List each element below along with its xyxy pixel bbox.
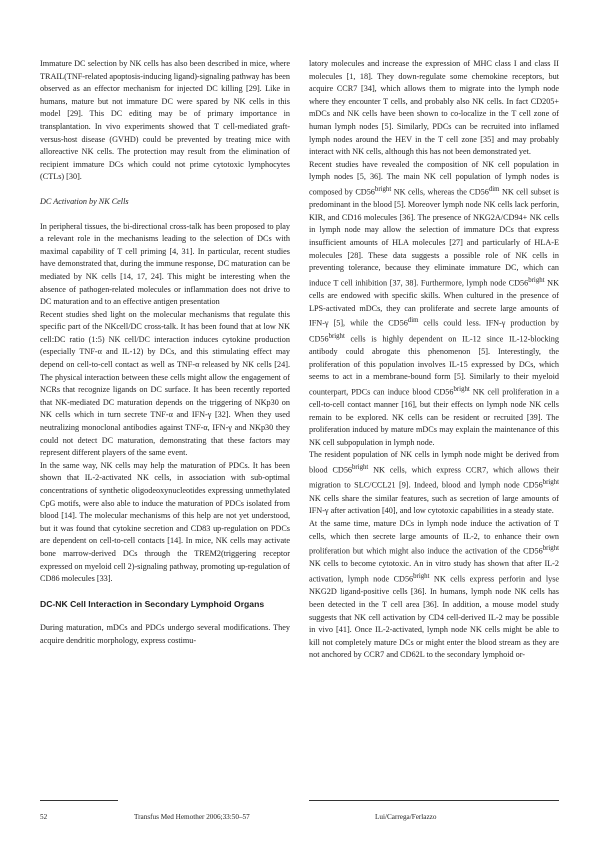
section-heading: DC-NK Cell Interaction in Secondary Lymphoid Organs [40, 598, 265, 609]
paragraph: Recent studies shed light on the molecular mechanisms that regulate this specific part of the NKcell/DC cross-talk. It has been found that at low NK cell:DC ratio (1:5) NK cell/DC interaction induces cytokine production (especially TNF-α and IL-12) by DCs, and this stimulating effect may depend on cell-to-cell contact as well as TNF-α released by NK cells [24]. The physical interaction between these cells might allow the engagement of NCRs that recognize ligands on DC surface. It has been recently reported that NK-mediated DC maturation depends on the triggering of NKp30 on NK cells which in turn secrete TNF-α and IFN-γ [32]. When they used neutralizing monoclonal antibodies against TNF-α, IFN-γ and NKp30 they could not detect DC maturation, demonstrating that these factors may represent different players of the same event. [40, 309, 290, 458]
text-run: cells could less. IFN-γ production by CD56 [309, 319, 559, 344]
text-run: NK cells, whereas the CD56 [391, 187, 489, 197]
running-authors: Lui/Carrega/Ferlazzo [375, 813, 437, 821]
text-run: NK cells to become cytotoxic. An in vitro study has shown that after IL-2 activation, lymph node CD56 [309, 559, 559, 584]
footer-rule-right [309, 800, 559, 801]
paragraph: During maturation, mDCs and PDCs undergo several modifications. They acquire dendritic morphology, express costimu- [40, 623, 290, 645]
superscript: bright [542, 545, 559, 553]
paragraph: In the same way, NK cells may help the maturation of PDCs. It has been shown that IL-2-activated NK cells, in association with sub-optimal concentrations of synthetic oligodeoxynucleotides expressing unmethylated CpG motifs, were also able to induce the maturation of PDCs isolated from blood [14]. The molecular mechanisms of this help are not yet understood, but it was found that cytokine secretion and CD83 up-regulation on PDCs are dependent on cell-to-cell contacts [14]. In mice, NK cells may activate bone marrow-derived DCs through the TREM2(triggering receptor expressed on myeloid cell 2)-signaling pathway, promoting up-regulation of CD86 molecules [33]. [40, 460, 290, 584]
superscript: bright [328, 332, 345, 340]
paragraph [309, 518, 559, 662]
superscript: dim [488, 185, 500, 193]
text-run: NK cell subset is predominant in the blood [5]. Moreover lymph node NK cells lack perforin, KIR, and CD16 molecules [36]. The presence of NKG2A/CD94+ NK cells in lymph node may allow the selection of immature DCs that express insufficient amounts of HLA molecules [27] and particularly of HLA-E molecules [28]. These data suggests a possible role of NK cells in preventing tolerance, because they eliminate immature DC, which can induce T cell inhibition [37, 38]. Furthermore, lymph node CD56 [309, 187, 559, 288]
superscript: bright [374, 185, 392, 193]
text-run: At the same time, mature DCs in lymph node induce the activation of T cells, which then secrete large amounts of IL-2, to enhance their own proliferation but which might also induce the activation of the CD56 [309, 518, 559, 556]
page-number: 52 [40, 813, 48, 821]
paragraph [309, 159, 559, 450]
superscript: bright [528, 276, 545, 284]
journal-citation: Transfus Med Hemother 2006;33:50–57 [134, 813, 250, 821]
text-run: NK cells share the similar features, such as secretion of large amounts of IFN-γ after activation [40], and low cytotoxic capabilities in a steady state. [309, 493, 559, 516]
superscript: bright [453, 385, 470, 393]
footer-rule-left [40, 800, 118, 801]
superscript: bright [413, 573, 430, 581]
text-run: NK cell proliferation in a cell-to-cell contact manner [16], but their effects on lymph node NK cells remain to be explored. NK cells can be resident or recruited [39]. The proliferation induced by mature mDCs may explain the maintenance of this NK cell subpopulation in lymph node. [309, 387, 559, 447]
paragraph: latory molecules and increase the expression of MHC class I and class II molecules [1, 18]. They down-regulate some chemokine receptors, but acquire CCR7 [34], which allows them to migrate into the lymph node where they encounter T cells, and probably also NK cells. In fact CD205+ mDCs and NK cells have been shown to co-localize in the T cell zone of human lymph nodes [5]. Similarly, PDCs can be recruited into inflamed lymph nodes around the HEV in the T cell zone [35] and may probably interact with NK cells, although this has not been demonstrated yet. [309, 59, 559, 157]
text-run: cells is highly dependent on IL-12 since IL-12-blocking antibody could abrogate this phenomenon [5]. Interestingly, the proliferation of this population involves IL-15 expressed by DCs, which seems to act in a membrane-bound form [5]. Similarly to their myeloid counterpart, PDCs can induce blood CD56 [309, 334, 559, 397]
text-run: NK cells, which express CCR7, which allows their migration to SLC/CCL21 [9]. Indeed, blood and lymph node CD56 [309, 465, 559, 491]
paragraph: In peripheral tissues, the bi-directional cross-talk has been proposed to play a relevant role in the mechanisms leading to the selection of DCs with maximal capability of T cell priming [4, 31]. In particular, recent studies have demonstrated that, during the immune response, DC maturation can be mediated by NK cells [14, 17, 24]. This might be interesting when the absence of pathogen-related molecules or inflammation does not drive to DC maturation and to an effective antigen presentation [40, 221, 290, 307]
superscript: bright [542, 479, 559, 487]
superscript: dim [407, 317, 419, 325]
right-column [309, 58, 559, 662]
superscript: bright [352, 464, 369, 472]
left-column [40, 58, 290, 648]
text-run: NK cells are endowed with specific skills. When cultured in the presence of LPS-activated mDCs, they can proliferate and secrete large amounts of IFN-γ [5], while the CD56 [309, 278, 560, 329]
text-run: NK cells express perforin and lyse NKG2D ligand-positive cells [36]. In humans, lymph node NK cells has been detected in the T cell area [36]. In addition, a mouse model study suggests that NK cell activation by CD4 cell-derived IL-2 may be possible in vivo [41]. Once IL-2-activated, lymph node NK cells might be able to kill not completely mature DCs or might enter the blood stream as they are not anchored by CCR7 and CD62L to the secondary lymphoid or- [309, 574, 560, 660]
text-run: Recent studies have revealed the composition of NK cell population in lymph nodes [5, 36]. The main NK cell population of lymph nodes is composed by CD56 [309, 159, 559, 197]
subsection-heading: DC Activation by NK Cells [40, 196, 129, 206]
paragraph [309, 449, 559, 517]
text-run: The resident population of NK cells in lymph node might be derived from blood CD56 [309, 450, 559, 475]
paragraph: Immature DC selection by NK cells has also been described in mice, where TRAIL(TNF-related apoptosis-inducing ligand)-signaling pathway has been observed as an effector mechanism for injected DC killing [29]. Like in humans, mature but not immature DC were spared by NK cells in this model [29]. This DC editing may be of primary importance in transplantation. In vivo experiments showed that T cell-mediated graft-versus-host disease (GVHD) could be prevented by treating mice with alloreactive NK cells. The protection may result from the elimination of recipient immature DCs which could not prime cytotoxic lymphocytes (CTLs) [30]. [40, 59, 290, 182]
